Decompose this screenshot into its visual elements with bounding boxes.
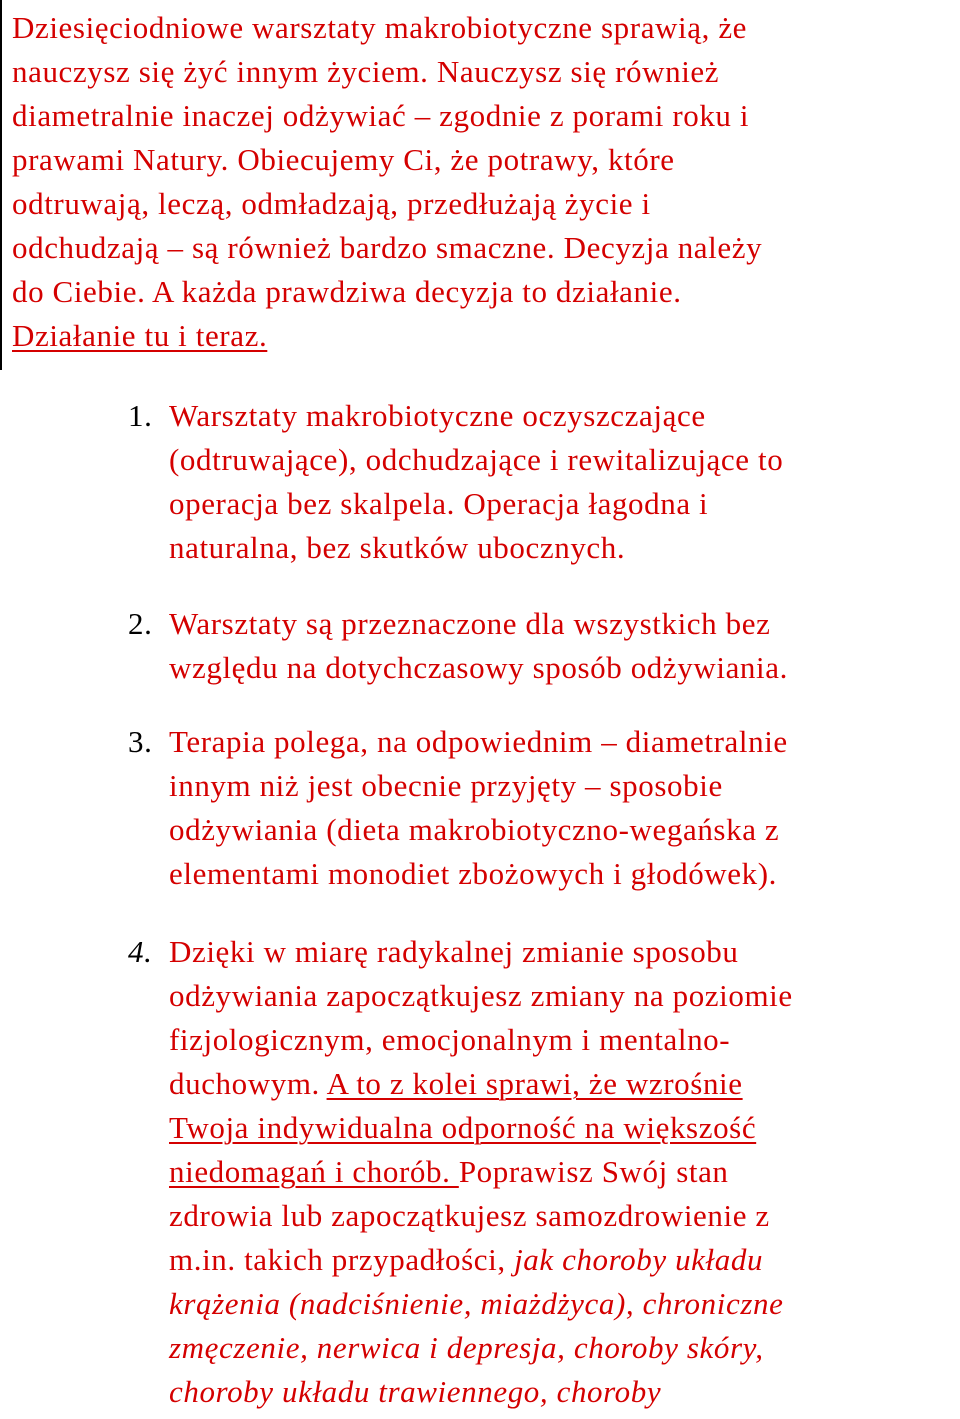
intro-line: do Ciebie. A każda prawdziwa decyzja to działanie. bbox=[12, 274, 682, 309]
plain-text: duchowym. bbox=[169, 1066, 327, 1101]
list-item-line: odżywiania (dieta makrobiotyczno-wegańska z bbox=[169, 812, 780, 847]
italic-line: zmęczenie, nerwica i depresja, choroby skóry, bbox=[169, 1330, 764, 1365]
intro-underlined-line: Działanie tu i teraz. bbox=[12, 318, 268, 353]
list-number: 3. bbox=[128, 724, 153, 759]
list-item-line: Dzięki w miarę radykalnej zmianie sposobu bbox=[169, 934, 739, 969]
list-item-line: (odtruwające), odchudzające i rewitalizujące to bbox=[169, 442, 784, 477]
list-number: 1. bbox=[128, 398, 153, 433]
list-item-text bbox=[169, 602, 959, 690]
intro-line: prawami Natury. Obiecujemy Ci, że potrawy, które bbox=[12, 142, 675, 177]
plain-text: m.in. takich przypadłości, bbox=[169, 1242, 515, 1277]
intro-line: diametralnie inaczej odżywiać – zgodnie z porami roku i bbox=[12, 98, 750, 133]
list-item-line: fizjologicznym, emocjonalnym i mentalno- bbox=[169, 1022, 731, 1057]
list-item-line: zdrowia lub zapoczątkujesz samozdrowienie z bbox=[169, 1198, 770, 1233]
list-item-line: Warsztaty makrobiotyczne oczyszczające bbox=[169, 398, 706, 433]
intro-line: nauczysz się żyć innym życiem. Nauczysz się również bbox=[12, 54, 720, 89]
list-item-line: odżywiania zapoczątkujesz zmiany na poziomie bbox=[169, 978, 793, 1013]
left-margin-rule bbox=[0, 0, 2, 370]
list-item-text bbox=[169, 720, 959, 896]
list-item-line bbox=[169, 1150, 959, 1194]
list-item-line: naturalna, bez skutków ubocznych. bbox=[169, 530, 626, 565]
list-item-line: elementami monodiet zbożowych i głodówek). bbox=[169, 856, 778, 891]
intro-line: odtruwają, leczą, odmładzają, przedłużają życie i bbox=[12, 186, 651, 221]
list-item-line bbox=[169, 1106, 959, 1150]
list-item-line bbox=[169, 1062, 959, 1106]
list-item-line bbox=[169, 1238, 959, 1282]
list-item-line: względu na dotychczasowy sposób odżywiania. bbox=[169, 650, 788, 685]
intro-paragraph bbox=[12, 6, 958, 358]
list-item-text bbox=[169, 930, 959, 1414]
italic-text: jak choroby układu bbox=[514, 1242, 764, 1277]
list-item-line: innym niż jest obecnie przyjęty – sposobie bbox=[169, 768, 723, 803]
plain-text: Poprawisz Swój stan bbox=[458, 1154, 729, 1189]
italic-line: krążenia (nadciśnienie, miażdżyca), chroniczne bbox=[169, 1286, 784, 1321]
list-item-line: Warsztaty są przeznaczone dla wszystkich bez bbox=[169, 606, 771, 641]
list-item-line: operacja bez skalpela. Operacja łagodna i bbox=[169, 486, 709, 521]
list-item-text bbox=[169, 394, 959, 570]
italic-line: choroby układu trawiennego, choroby bbox=[169, 1374, 662, 1409]
intro-line: odchudzają – są również bardzo smaczne. Decyzja należy bbox=[12, 230, 763, 265]
list-number: 4. bbox=[128, 934, 153, 969]
underlined-text: A to z kolei sprawi, że wzrośnie bbox=[326, 1066, 743, 1101]
list-item-line: Terapia polega, na odpowiednim – diametralnie bbox=[169, 724, 788, 759]
intro-line: Dziesięciodniowe warsztaty makrobiotyczne sprawią, że bbox=[12, 10, 748, 45]
underlined-text: niedomagań i chorób. bbox=[169, 1154, 459, 1189]
underlined-text: Twoja indywidualna odporność na większość bbox=[169, 1110, 757, 1145]
list-number: 2. bbox=[128, 606, 153, 641]
